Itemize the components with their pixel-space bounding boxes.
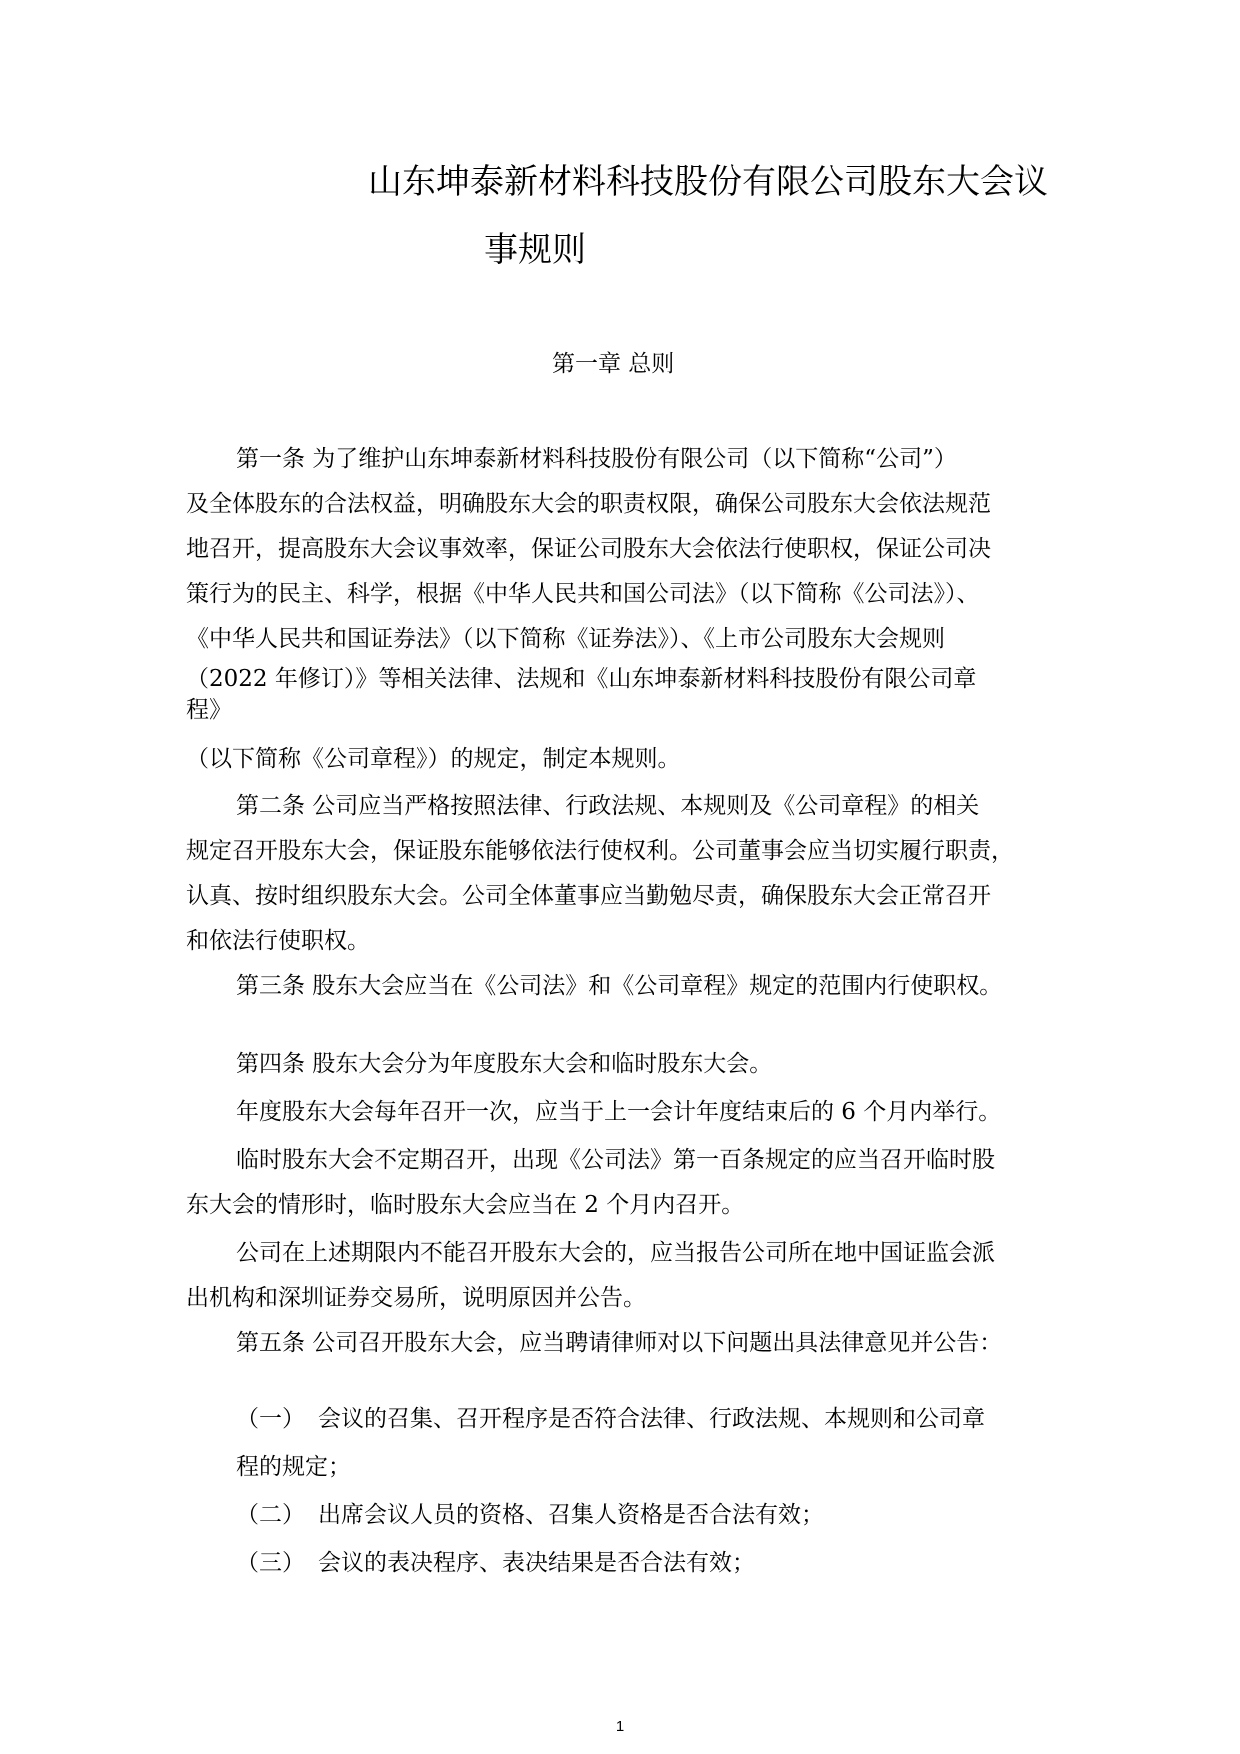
article-1-line: 《中华人民共和国证券法》（以下简称《证券法》）、《上市公司股东大会规则 [186,626,945,652]
article-2-line: 和依法行使职权。 [186,928,370,954]
article-1-line: 第一条 为了维护山东坤泰新材料科技股份有限公司（以下简称“公司”） [236,446,957,472]
article-1-line: （2022 年修订）》等相关法律、法规和《山东坤泰新材料科技股份有限公司章 [186,666,977,692]
article-4-para-2-line: 临时股东大会不定期召开，出现《公司法》第一百条规定的应当召开临时股 [236,1147,995,1173]
document-title-line-1: 山东坤泰新材料科技股份有限公司股东大会议 [368,162,1048,202]
list-item-marker: （二） [236,1502,305,1528]
article-2-line: 认真、按时组织股东大会。公司全体董事应当勤勉尽责，确保股东大会正常召开 [186,883,991,909]
article-5-heading: 第五条 公司召开股东大会，应当聘请律师对以下问题出具法律意见并公告： [236,1330,1003,1356]
list-item-text: 会议的表决程序、表决结果是否合法有效； [318,1550,755,1576]
article-4-para-3-line: 公司在上述期限内不能召开股东大会的，应当报告公司所在地中国证监会派 [236,1240,995,1266]
chapter-heading: 第一章 总则 [552,351,675,377]
article-4-para-1: 年度股东大会每年召开一次，应当于上一会计年度结束后的 6 个月内举行。 [236,1099,1002,1125]
list-item-text: 出席会议人员的资格、召集人资格是否合法有效； [318,1502,824,1528]
article-1-line: 地召开，提高股东大会议事效率，保证公司股东大会依法行使职权，保证公司决 [186,536,991,562]
article-4-para-3-line: 出机构和深圳证券交易所，说明原因并公告。 [186,1285,646,1311]
article-1-line: 程》 [186,697,232,723]
list-item-text: 程的规定； [236,1454,351,1480]
article-3: 第三条 股东大会应当在《公司法》和《公司章程》规定的范围内行使职权。 [236,973,1003,999]
list-item-text: 会议的召集、召开程序是否符合法律、行政法规、本规则和公司章 [318,1406,985,1432]
list-item-marker: （三） [236,1550,305,1576]
article-2-line: 规定召开股东大会，保证股东能够依法行使权利。公司董事会应当切实履行职责， [186,838,1014,864]
article-2-line: 第二条 公司应当严格按照法律、行政法规、本规则及《公司章程》的相关 [236,793,980,819]
article-1-line: 及全体股东的合法权益，明确股东大会的职责权限，确保公司股东大会依法规范 [186,491,991,517]
article-1-line: 策行为的民主、科学，根据《中华人民共和国公司法》（以下简称《公司法》）、 [186,581,980,607]
article-1-line: （以下简称《公司章程》）的规定，制定本规则。 [186,746,681,772]
article-4-para-2-line: 东大会的情形时，临时股东大会应当在 2 个月内召开。 [186,1192,745,1218]
list-item-marker: （一） [236,1406,305,1432]
page-number: 1 [615,1718,625,1735]
article-4-heading: 第四条 股东大会分为年度股东大会和临时股东大会。 [236,1051,773,1077]
document-title-line-2: 事规则 [484,230,586,270]
